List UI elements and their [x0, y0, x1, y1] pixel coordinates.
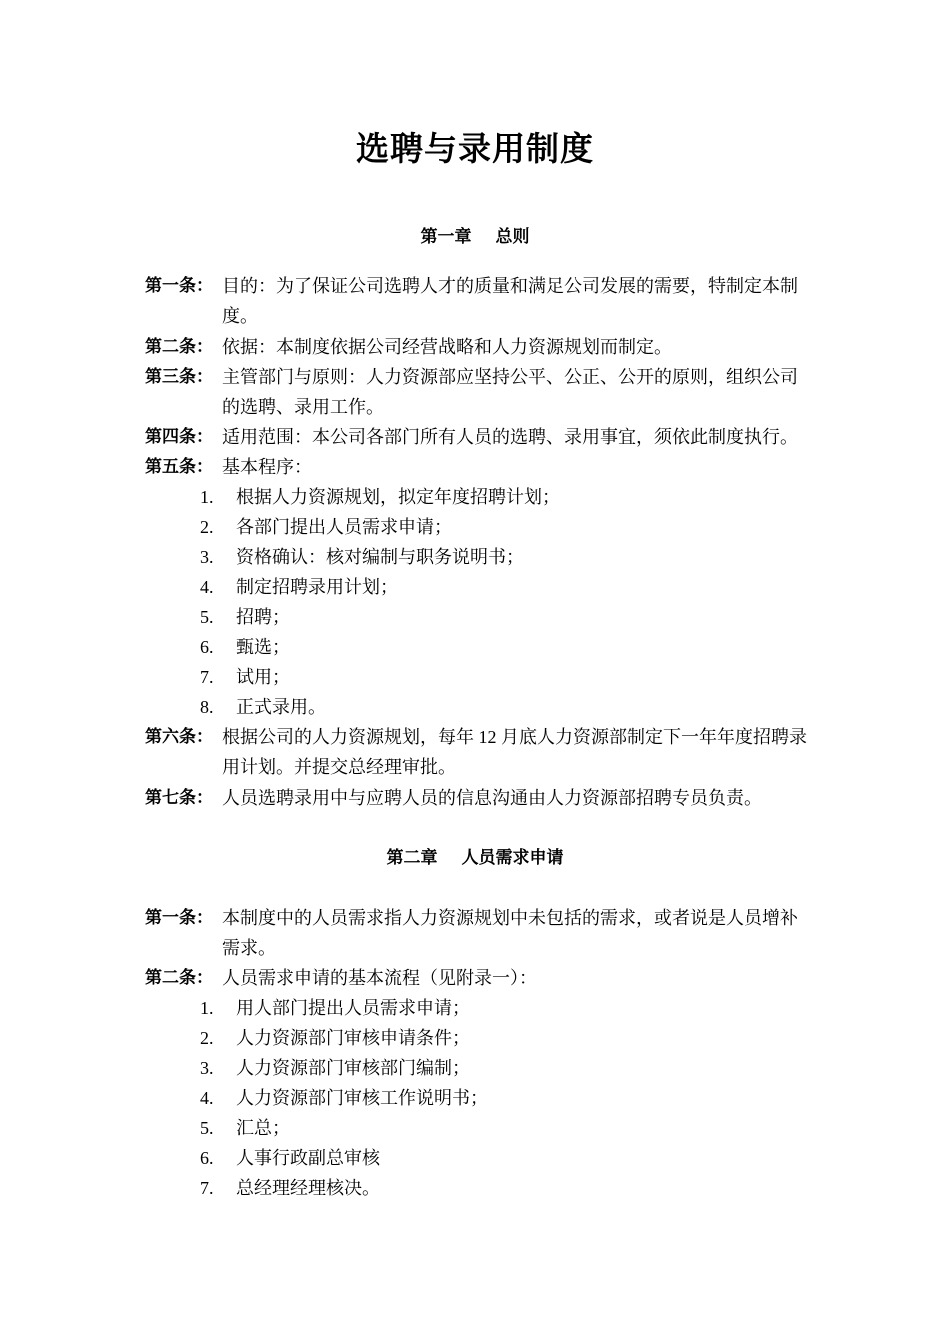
- step-text: 各部门提出人员需求申请；: [236, 517, 452, 537]
- chapter-1-number: 第一章: [420, 227, 472, 247]
- step-text: 总经理经理核决。: [236, 1178, 380, 1198]
- step-number: 4.: [200, 577, 214, 597]
- procedure-step: [200, 542, 800, 572]
- chapter-2-article-1: [145, 903, 815, 963]
- chapter-1-heading: [0, 222, 950, 252]
- step-text: 人事行政副总审核: [236, 1148, 380, 1168]
- chapter-1-article-2: [145, 332, 815, 362]
- article-label: 第三条：: [145, 367, 213, 387]
- step-number: 8.: [200, 697, 214, 717]
- article-text: 人员需求申请的基本流程（见附录一）：: [222, 968, 537, 988]
- step-text: 用人部门提出人员需求申请；: [236, 998, 470, 1018]
- article-text: 目的：为了保证公司选聘人才的质量和满足公司发展的需要，特制定本制度。: [222, 276, 798, 326]
- chapter-1-article-5: [145, 452, 815, 482]
- chapter-1-article-3: [145, 362, 815, 422]
- step-text: 根据人力资源规划，拟定年度招聘计划；: [236, 487, 560, 507]
- procedure-step: [200, 602, 800, 632]
- procedure-step: [200, 1143, 800, 1173]
- article-text: 基本程序：: [222, 457, 312, 477]
- step-text: 正式录用。: [236, 697, 326, 717]
- step-number: 5.: [200, 607, 214, 627]
- step-text: 人力资源部门审核申请条件；: [236, 1028, 470, 1048]
- step-number: 6.: [200, 637, 214, 657]
- article-text: 人员选聘录用中与应聘人员的信息沟通由人力资源部招聘专员负责。: [222, 788, 762, 808]
- step-text: 试用；: [236, 667, 290, 687]
- procedure-step: [200, 1173, 800, 1203]
- procedure-step: [200, 1113, 800, 1143]
- chapter-1-title: 总则: [495, 227, 530, 247]
- chapter-2-article-2: [145, 963, 815, 993]
- step-number: 4.: [200, 1088, 214, 1108]
- article-text: 适用范围：本公司各部门所有人员的选聘、录用事宜，须依此制度执行。: [222, 427, 798, 447]
- step-number: 7.: [200, 1178, 214, 1198]
- procedure-step: [200, 993, 800, 1023]
- article-label: 第二条：: [145, 337, 213, 357]
- procedure-step: [200, 632, 800, 662]
- step-text: 资格确认：核对编制与职务说明书；: [236, 547, 524, 567]
- chapter-1-article-7: [145, 783, 815, 813]
- chapter-2-heading: [0, 843, 950, 873]
- procedure-step: [200, 572, 800, 602]
- step-text: 人力资源部门审核工作说明书；: [236, 1088, 488, 1108]
- chapter-2-number: 第二章: [386, 848, 438, 868]
- procedure-step: [200, 482, 800, 512]
- article-text: 依据：本制度依据公司经营战略和人力资源规划而制定。: [222, 337, 672, 357]
- step-number: 5.: [200, 1118, 214, 1138]
- step-text: 招聘；: [236, 607, 290, 627]
- article-text: 主管部门与原则：人力资源部应坚持公平、公正、公开的原则，组织公司的选聘、录用工作。: [222, 367, 798, 417]
- procedure-step: [200, 662, 800, 692]
- step-text: 制定招聘录用计划；: [236, 577, 398, 597]
- article-text: 本制度中的人员需求指人力资源规划中未包括的需求，或者说是人员增补需求。: [222, 908, 798, 958]
- step-number: 2.: [200, 1028, 214, 1048]
- chapter-1-article-1: [145, 271, 815, 331]
- article-label: 第五条：: [145, 457, 213, 477]
- step-text: 人力资源部门审核部门编制；: [236, 1058, 470, 1078]
- step-number: 1.: [200, 998, 214, 1018]
- step-number: 3.: [200, 547, 214, 567]
- step-number: 3.: [200, 1058, 214, 1078]
- chapter-1-article-4: [145, 422, 815, 452]
- step-text: 汇总；: [236, 1118, 290, 1138]
- step-text: 甄选；: [236, 637, 290, 657]
- procedure-step: [200, 1083, 800, 1113]
- article-label: 第四条：: [145, 427, 213, 447]
- chapter-1-article-6: [145, 722, 815, 782]
- step-number: 7.: [200, 667, 214, 687]
- procedure-step: [200, 1053, 800, 1083]
- article-label: 第一条：: [145, 908, 213, 928]
- step-number: 6.: [200, 1148, 214, 1168]
- article-label: 第一条：: [145, 276, 213, 296]
- procedure-step: [200, 512, 800, 542]
- step-number: 2.: [200, 517, 214, 537]
- article-label: 第七条：: [145, 788, 213, 808]
- procedure-step: [200, 1023, 800, 1053]
- article-label: 第二条：: [145, 968, 213, 988]
- article-label: 第六条：: [145, 727, 213, 747]
- procedure-step: [200, 692, 800, 722]
- article-text: 根据公司的人力资源规划，每年 12 月底人力资源部制定下一年年度招聘录用计划。并提交总经理审批。: [222, 727, 807, 777]
- document-title: 选聘与录用制度: [356, 129, 594, 168]
- chapter-2-title: 人员需求申请: [461, 848, 564, 868]
- step-number: 1.: [200, 487, 214, 507]
